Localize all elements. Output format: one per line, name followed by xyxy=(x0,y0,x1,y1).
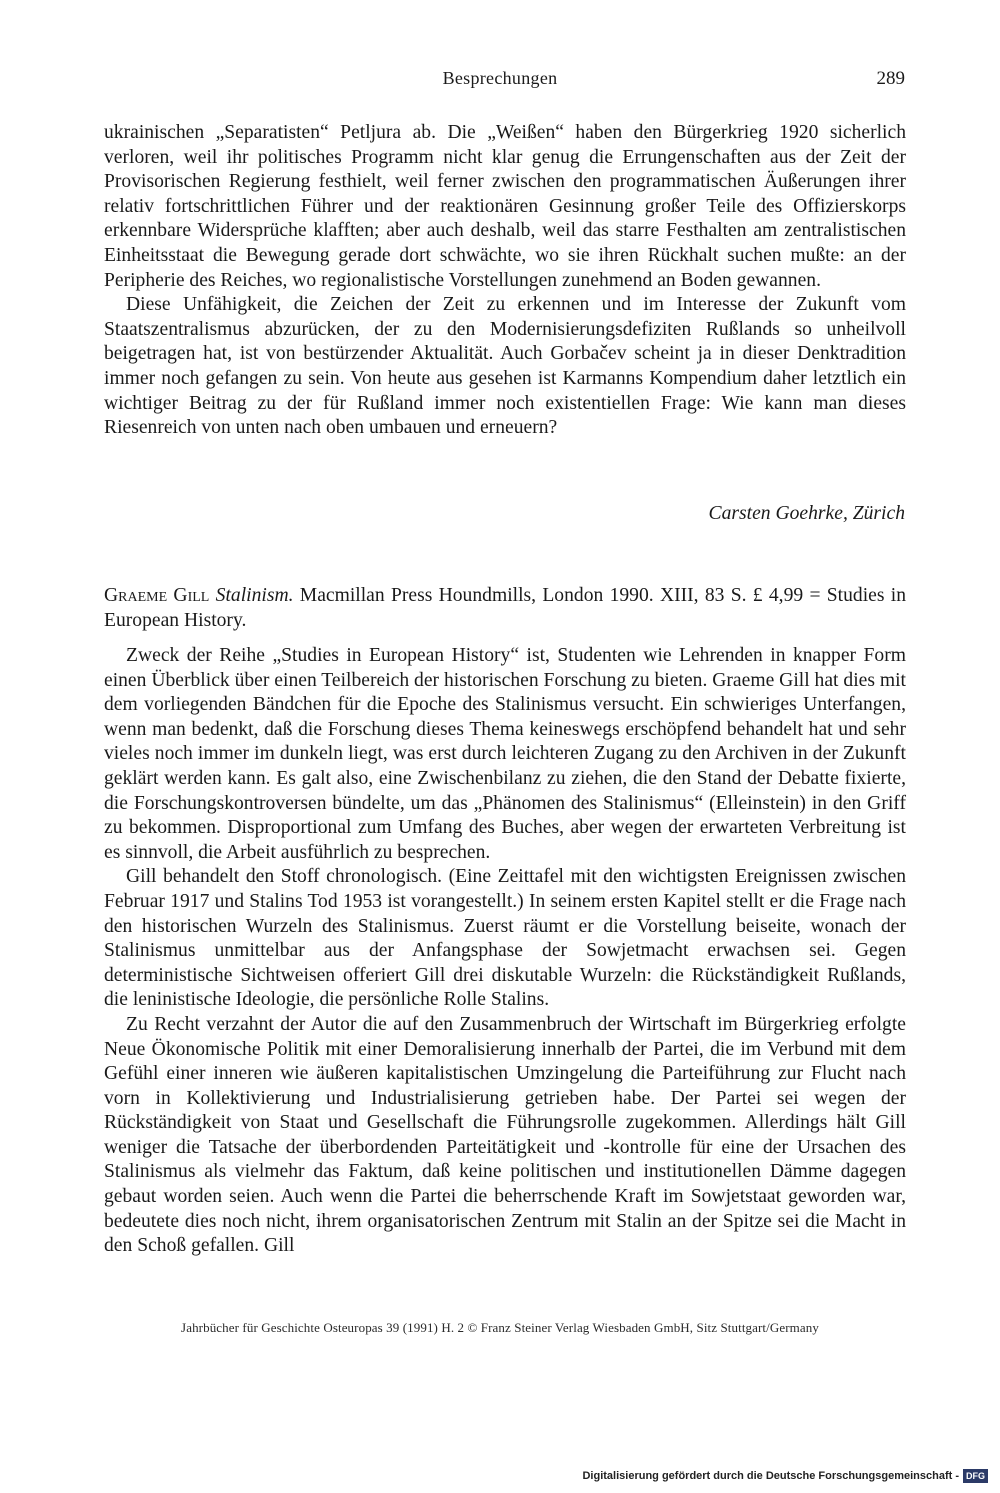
previous-review-body xyxy=(104,121,906,441)
digitization-credit xyxy=(582,1468,988,1484)
page-number: 289 xyxy=(876,68,905,89)
reviewer-signature: Carsten Goehrke, Zürich xyxy=(708,503,905,524)
review-book-title: Stalinism. xyxy=(215,585,294,606)
digitization-note: Digitalisierung gefördert durch die Deutsche Forschungsgemeinschaft - xyxy=(582,1470,959,1482)
running-title: Besprechungen xyxy=(442,68,558,88)
review-body xyxy=(104,644,906,1259)
review-heading xyxy=(104,584,906,633)
dfg-logo-icon: DFG xyxy=(963,1469,988,1483)
review-paragraph-1: Zweck der Reihe „Studies in European History“ ist, Studenten wie Lehrenden in knapper Form einen Überblick über einen Teilbereich der historischen Forschung zu bieten. Graeme Gill hat dies mit dem vorliegenden Bändchen für die Epoche des Stalinismus versucht. Ein schwieriges Unterfangen, wenn man bedenkt, daß die Forschung dieses Thema keineswegs erschöpfend behandelt hat und sehr vieles noch immer im dunkeln liegt, was erst durch leichteren Zugang zu den Archiven in der Zukunft geklärt werden kann. Es galt also, eine Zwischenbilanz zu ziehen, die den Stand der Debatte fixierte, die Forschungskontroversen bündelte, um das „Phänomen des Stalinismus“ (Elleinstein) in den Griff zu bekommen. Disproportional zum Umfang des Buches, aber wegen der erwarteten Verbreitung ist es sinnvoll, die Arbeit ausführlich zu besprechen. xyxy=(104,645,906,863)
journal-citation: Jahrbücher für Geschichte Osteuropas 39 (1991) H. 2 © Franz Steiner Verlag Wiesbaden GmbH, Sitz Stuttgart/Germany xyxy=(181,1320,819,1335)
previous-review-paragraph-2: Diese Unfähigkeit, die Zeichen der Zeit zu erkennen und im Interesse der Zukunft vom Staatszentralismus abzurücken, der zu den Modernisierungsdefiziten Rußlands so unheilvoll beigetragen hat, ist von bestürzender Aktualität. Auch Gorbačev scheint ja in dieser Denktradition immer noch gefangen zu sein. Von heute aus gesehen ist Karmanns Kompendium daher letztlich ein wichtiger Beitrag zu der für Rußland immer noch existentiellen Frage: Wie kann man dieses Riesenreich von unten nach oben umbauen und erneuern? xyxy=(104,294,906,439)
running-head xyxy=(0,68,1000,98)
previous-review-paragraph-1: ukrainischen „Separatisten“ Petljura ab. Die „Weißen“ haben den Bürgerkrieg 1920 sicherlich verloren, weil ihr politisches Programm nicht klar genug die Errungenschaften aus der Zeit der Provisorischen Regierung festhielt, weil ferner zwischen den programmatischen Äußerungen ihrer relativ fortschrittlichen Führer und der reaktionären Gesinnung großer Teile des Offizierskorps erkennbare Widersprüche klafften; aber auch deshalb, weil das starre Festhalten am zentralistischen Einheitsstaat die Bewegung gerade dort schwächte, wo sie ihren Rückhalt suchen mußte: an der Peripherie des Reiches, wo regionalistische Vorstellungen zunehmend an Boden gewannen. xyxy=(104,122,906,291)
review-book-author: Graeme Gill xyxy=(104,585,210,606)
review-publication-info: Macmillan Press Houndmills, London 1990. XIII, 83 S. £ 4,99 = Studies in European History. xyxy=(104,585,907,631)
review-paragraph-2: Gill behandelt den Stoff chronologisch. (Eine Zeittafel mit den wichtigsten Ereignissen zwischen Februar 1917 und Stalins Tod 1953 ist vorangestellt.) In seinem ersten Kapitel stellt er die Frage nach den historischen Wurzeln des Stalinismus. Zuerst räumt er die Vorstellung beiseite, wonach der Stalinismus unmittelbar aus der Anfangsphase der Sowjetmacht erwachsen sei. Gegen deterministische Sichtweisen offeriert Gill drei diskutable Wurzeln: die Rückständigkeit Rußlands, die leninistische Ideologie, die persönliche Rolle Stalins. xyxy=(104,866,906,1011)
review-paragraph-3: Zu Recht verzahnt der Autor die auf den Zusammenbruch der Wirtschaft im Bürgerkrieg erfolgte Neue Ökonomische Politik mit einer Demoralisierung innerhalb der Partei, die im Verbund mit dem Gefühl einer inneren wie äußeren kapitalistischen Umzingelung die Parteiführung zur Flucht nach vorn in Kollektivierung und Industrialisierung getrieben habe. Der Partei sei wegen der Rückständigkeit von Staat und Gesellschaft die Führungsrolle zugekommen. Allerdings hält Gill weniger die Tatsache der überbordenden Parteitätigkeit und -kontrolle für eine der Ursachen des Stalinismus als vielmehr das Faktum, daß keine politischen und institutionellen Dämme dagegen gebaut worden seien. Auch wenn die Partei die beherrschende Kraft im Sowjetstaat geworden war, bedeutete dies noch nicht, ihrem organisatorischen Zentrum mit Stalin an der Spitze sei die Macht in den Schoß gefallen. Gill xyxy=(104,1013,906,1257)
